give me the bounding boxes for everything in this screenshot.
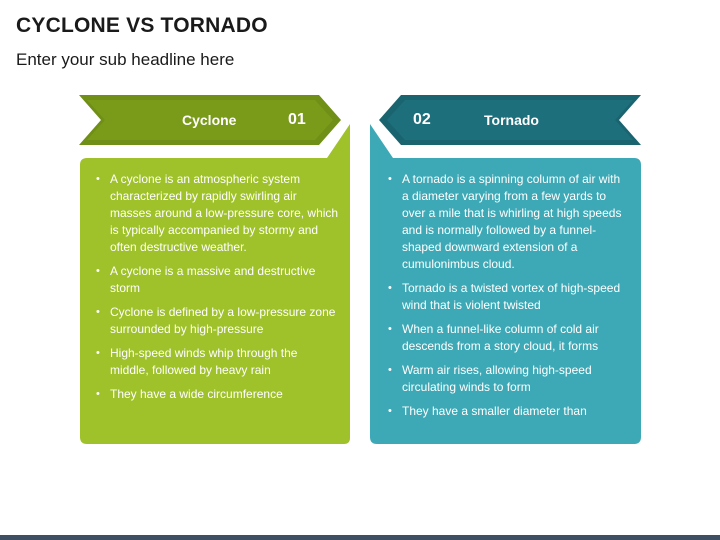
list-item: • Tornado is a twisted vortex of high-speed wind that is violent twisted [388,281,621,312]
list-item: • High-speed winds whip through the middle, followed by heavy rain [96,346,298,377]
cyclone-points [94,171,339,410]
page-title: CYCLONE VS TORNADO [16,14,268,37]
list-item: • Cyclone is defined by a low-pressure zone surrounded by high-pressure [96,305,336,336]
tornado-number: 02 [413,111,431,128]
list-item: • They have a smaller diameter than [388,404,587,418]
footer-bar [0,535,720,540]
list-item: • Warm air rises, allowing high-speed circulating winds to form [388,363,592,394]
tornado-card [369,124,642,446]
list-item: • A tornado is a spinning column of air with a diameter varying from a few yards to over a mile that is whirling at high speeds and is normally followed by a funnel-shaped downward extension of a cumulonimbus cloud. [388,172,622,271]
tornado-label: Tornado [484,112,539,128]
list-item: • A cyclone is an atmospheric system characterized by rapidly swirling air masses around a low-pressure core, which is typically accompanied by stormy and often destructive weather. [96,172,339,254]
page-subtitle: Enter your sub headline here [16,50,235,69]
tornado-points [386,171,626,427]
cyclone-card [79,124,352,446]
list-item: • They have a wide circumference [96,387,283,401]
list-item: • A cyclone is a massive and destructive storm [96,264,316,295]
cyclone-label: Cyclone [182,112,237,128]
cyclone-number: 01 [288,111,306,128]
list-item: • When a funnel-like column of cold air descends from a story cloud, it forms [388,322,599,353]
